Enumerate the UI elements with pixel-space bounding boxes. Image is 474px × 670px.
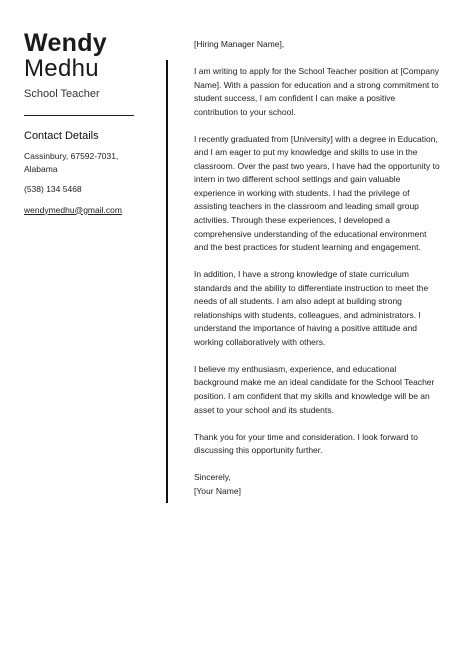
letter-paragraph-2: I recently graduated from [University] with a degree in Education, and I am eager to put my knowledge and skills to use in the classroom. Over the past two years, I have had the opportunity to intern in two different school settings and gain valuable experience in working with students. I had the privilege of assisting teachers in the classroom and leading small group activities. Through these experiences, I developed a comprehensive understanding of the educational environment and the best practices for student learning and engagement. <box>194 133 440 253</box>
letter-paragraph-3: In addition, I have a strong knowledge of state curriculum standards and the ability to differentiate instruction to meet the needs of all students. I am also adept at building strong relationships with students, colleagues, and administrators. I understand the importance of having a positive attitude and working collaboratively with others. <box>194 269 429 347</box>
vertical-divider <box>166 60 168 503</box>
phone-number: (538) 134 5468 <box>24 184 82 194</box>
email-link[interactable]: wendymedhu@gmail.com <box>24 204 122 215</box>
last-name: Medhu <box>24 55 99 82</box>
sidebar <box>24 30 136 216</box>
closing: Sincerely, <box>194 472 231 483</box>
contact-details-heading: Contact Details <box>24 130 99 142</box>
letter-body <box>194 38 440 498</box>
address-line-2: Alabama <box>24 163 58 174</box>
job-title: School Teacher <box>24 88 100 100</box>
first-name: Wendy <box>24 29 107 57</box>
sidebar-rule <box>24 115 134 116</box>
salutation: [Hiring Manager Name], <box>194 39 285 49</box>
address-line-1: Cassinbury, 67592-7031, <box>24 151 119 161</box>
signature: [Your Name] <box>194 485 241 496</box>
letter-paragraph-4: I believe my enthusiasm, experience, and educational background make me an ideal candidate for the School Teacher position. I am confident that my skills and knowledge will be an asset to your school and its students. <box>194 363 435 415</box>
letter-paragraph-1: I am writing to apply for the School Teacher position at [Company Name]. With a passion for education and a strong commitment to student success, I am confident I can make a positive contribution to your school. <box>194 66 440 117</box>
letter-paragraph-5: Thank you for your time and consideration. I look forward to discussing this opportunity further. <box>194 431 418 456</box>
